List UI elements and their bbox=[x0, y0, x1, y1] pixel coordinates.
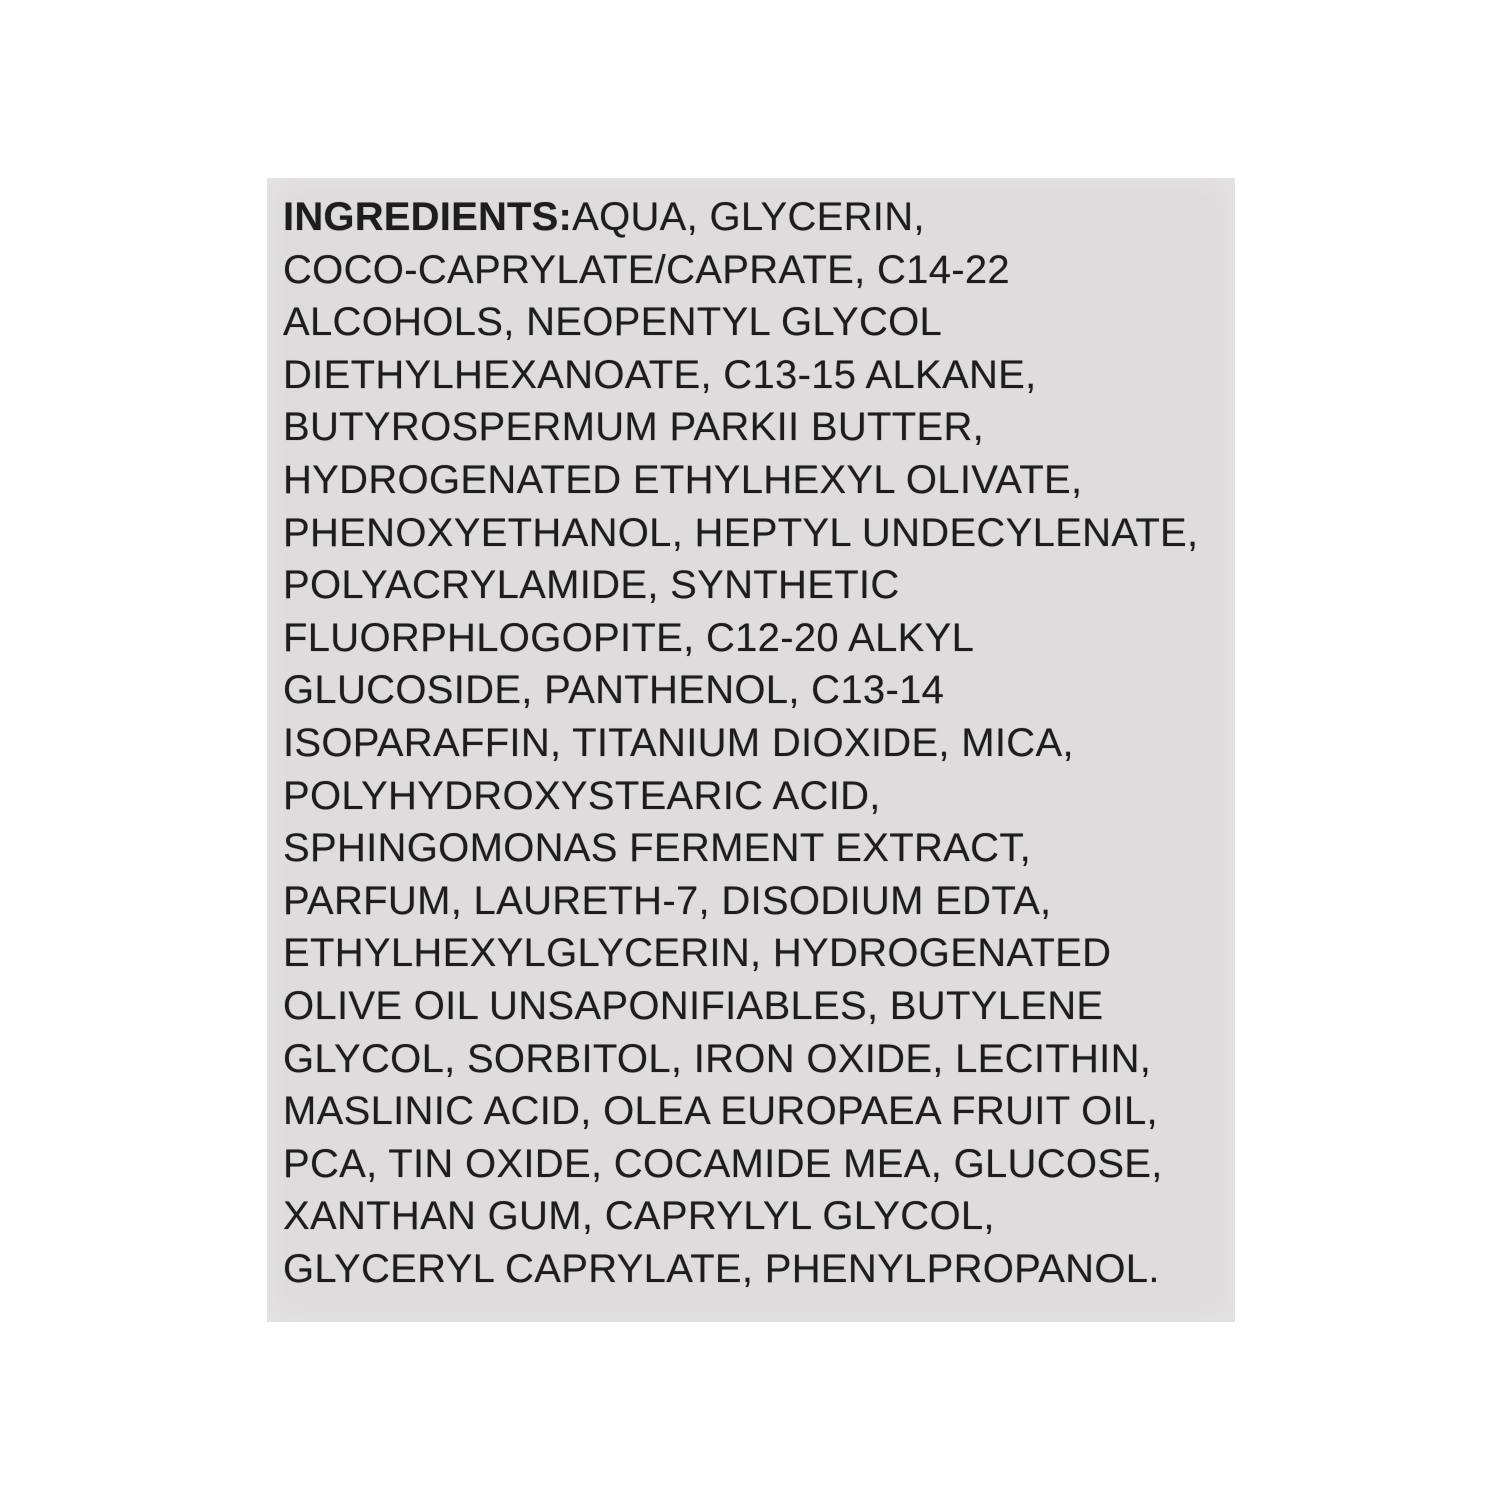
ingredients-line: OLIVE OIL UNSAPONIFIABLES, BUTYLENE bbox=[283, 983, 1104, 1028]
ingredients-line: GLYCERYL CAPRYLATE, PHENYLPROPANOL. bbox=[283, 1246, 1160, 1291]
ingredients-line: FLUORPHLOGOPITE, C12-20 ALKYL bbox=[283, 615, 975, 660]
ingredients-line: HYDROGENATED ETHYLHEXYL OLIVATE, bbox=[283, 457, 1083, 502]
ingredients-line-text: AQUA, GLYCERIN, bbox=[572, 195, 925, 239]
ingredients-text-block bbox=[283, 191, 1235, 1295]
ingredients-label bbox=[267, 178, 1235, 1322]
ingredients-line: POLYACRYLAMIDE, SYNTHETIC bbox=[283, 563, 900, 608]
ingredients-line: POLYHYDROXYSTEARIC ACID, bbox=[283, 773, 881, 818]
ingredients-line: PARFUM, LAURETH-7, DISODIUM EDTA, bbox=[283, 878, 1052, 923]
ingredients-line: ISOPARAFFIN, TITANIUM DIOXIDE, MICA, bbox=[283, 720, 1074, 765]
ingredients-line: ETHYLHEXYLGLYCERIN, HYDROGENATED bbox=[283, 931, 1112, 976]
ingredients-line: PCA, TIN OXIDE, COCAMIDE MEA, GLUCOSE, bbox=[283, 1141, 1163, 1186]
ingredients-line: ALCOHOLS, NEOPENTYL GLYCOL bbox=[283, 300, 943, 345]
ingredients-line: GLUCOSIDE, PANTHENOL, C13-14 bbox=[283, 668, 945, 713]
ingredients-line: COCO-CAPRYLATE/CAPRATE, C14-22 bbox=[283, 247, 1010, 292]
ingredients-line: GLYCOL, SORBITOL, IRON OXIDE, LECITHIN, bbox=[283, 1036, 1152, 1081]
ingredients-line: DIETHYLHEXANOATE, C13-15 ALKANE, bbox=[283, 352, 1037, 397]
ingredients-line: XANTHAN GUM, CAPRYLYL GLYCOL, bbox=[283, 1194, 995, 1239]
ingredients-line: BUTYROSPERMUM PARKII BUTTER, bbox=[283, 405, 985, 450]
ingredients-line: PHENOXYETHANOL, HEPTYL UNDECYLENATE, bbox=[283, 510, 1199, 555]
ingredients-line: MASLINIC ACID, OLEA EUROPAEA FRUIT OIL, bbox=[283, 1089, 1158, 1134]
ingredients-line: SPHINGOMONAS FERMENT EXTRACT, bbox=[283, 826, 1032, 871]
ingredients-line bbox=[283, 191, 1235, 244]
ingredients-heading: INGREDIENTS: bbox=[283, 195, 573, 239]
